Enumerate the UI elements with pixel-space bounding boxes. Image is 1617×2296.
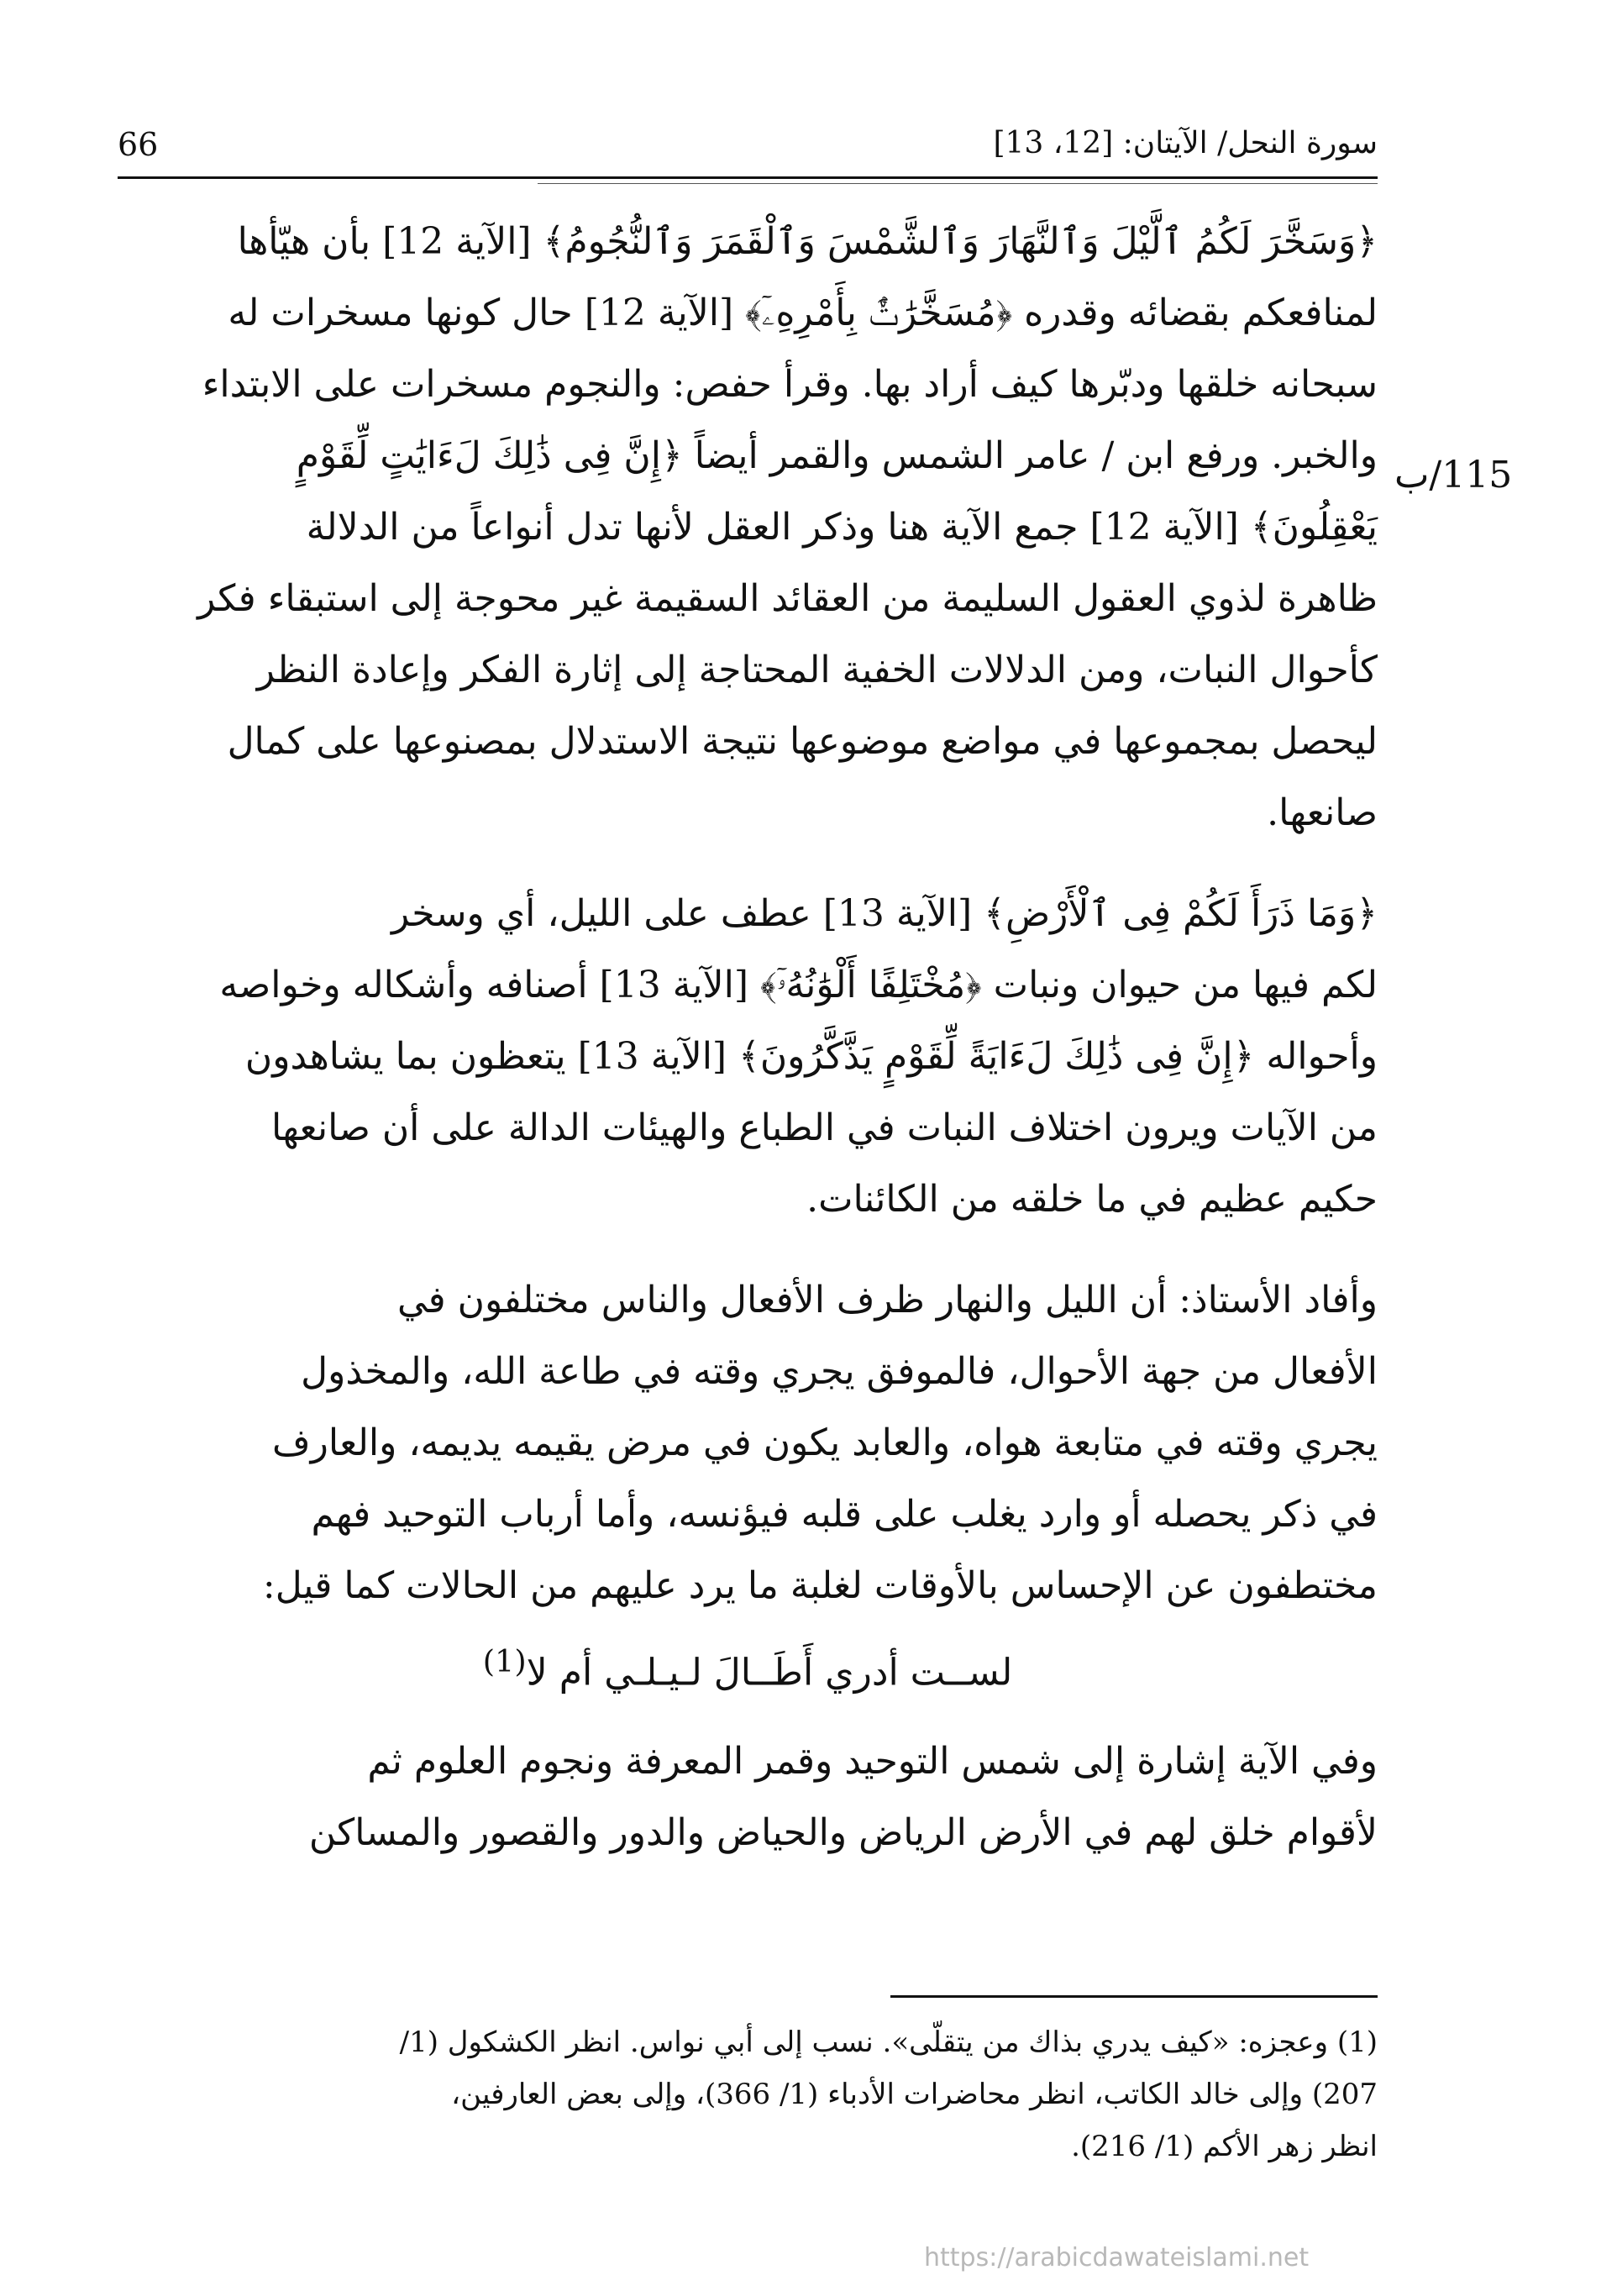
footnote-ref: (1): [482, 1643, 527, 1679]
text-line: الأفعال من جهة الأحوال، فالموفق يجري وقته في طاعة الله، والمخذول: [301, 1350, 1378, 1393]
text-line: ﴿وَسَخَّرَ لَكُمُ ٱلَّيْلَ وَٱلنَّهَارَ وَٱلشَّمْسَ وَٱلْقَمَرَ وَٱلنُّجُومُ﴾ [الآية 12] بأن هيّأها: [237, 220, 1378, 263]
text-line: والخبر. ورفع ابن / عامر الشمس والقمر أيضاً ﴿إِنَّ فِى ذَٰلِكَ لَءَايَٰتٍ لِّقَوْمٍ: [296, 434, 1378, 477]
footnote-line: وعجزه: «كيف يدري بذاك من يتقلّى». نسب إلى أبي نواس. انظر الكشكول (1/: [399, 2025, 1329, 2059]
paragraph-4: [118, 1726, 1378, 1868]
header-rule-thin: [538, 183, 1378, 184]
text-line: ظاهرة لذوي العقول السليمة من العقائد السقيمة غير محوجة إلى استبقاء فكر: [197, 577, 1378, 620]
text-line: يجري وقته في متابعة هواه، والعابد يكون في مرض يقيمه يديمه، والعارف: [272, 1421, 1378, 1464]
footnote-marker: (1): [1336, 2025, 1378, 2059]
text-line: من الآيات ويرون اختلاف النبات في الطباع والهيئات الدالة على أن صانعها: [270, 1106, 1378, 1149]
footnote-1: [118, 2016, 1378, 2173]
text-line: وأفاد الأستاذ: أن الليل والنهار ظرف الأفعال والناس مختلفون في: [396, 1279, 1378, 1321]
text-line: حكيم عظيم في ما خلقه من الكائنات.: [806, 1178, 1378, 1221]
verse-text: لســت أدري أَطَــالَ لـيـلـي أم لا: [526, 1651, 1013, 1694]
text-line: وفي الآية إشارة إلى شمس التوحيد وقمر المعرفة ونجوم العلوم ثم: [367, 1739, 1378, 1783]
text-line: ﴿وَمَا ذَرَأَ لَكُمْ فِى ٱلْأَرْضِ﴾ [الآية 13] عطف على الليل، أي وسخر: [391, 892, 1378, 935]
footnote-line: انظر زهر الأكم (1/ 216).: [1071, 2130, 1378, 2163]
text-line: مختطفون عن الإحساس بالأوقات لغلبة ما يرد عليهم من الحالات كما قيل:: [262, 1564, 1378, 1607]
text-line: لأقوام خلق لهم في الأرض الرياض والحياض والدور والقصور والمساكن: [308, 1810, 1378, 1854]
text-line: لمنافعكم بقضائه وقدره ﴿مُسَخَّرَٰتٌۢ بِأَمْرِهِۦٓ﴾ [الآية 12] حال كونها مسخرات له: [228, 292, 1378, 334]
text-line: لكم فيها من حيوان ونبات ﴿مُخْتَلِفًا أَلْوَٰنُهُۥٓ﴾ [الآية 13] أصنافه وأشكاله وخواصه: [219, 964, 1378, 1006]
footnotes: [118, 2016, 1378, 2173]
text-line: صانعها.: [1267, 791, 1378, 834]
footnote-rule: [890, 1995, 1378, 1998]
manuscript-folio-note: 115/ب: [1394, 454, 1513, 497]
poetry-verse: [118, 1626, 1378, 1709]
text-line: في ذكر يحصله أو وارد يغلب على قلبه فيؤنسه، وأما أرباب التوحيد فهم: [311, 1493, 1378, 1536]
text-line: ليحصل بمجموعها في مواضع موضوعها نتيجة الاستدلال بمصنوعها على كمال: [227, 720, 1378, 763]
header-rule: [118, 176, 1378, 179]
main-text: [118, 206, 1378, 1868]
paragraph-1: [118, 206, 1378, 849]
text-line: كأحوال النبات، ومن الدلالات الخفية المحتاجة إلى إثارة الفكر وإعادة النظر: [256, 649, 1378, 691]
text-line: سبحانه خلقها ودبّرها كيف أراد بها. وقرأ حفص: والنجوم مسخرات على الابتداء: [202, 363, 1378, 406]
watermark-url: https://arabicdawateislami.net: [924, 2243, 1310, 2272]
paragraph-2: [118, 878, 1378, 1235]
text-line: وأحواله ﴿إِنَّ فِى ذَٰلِكَ لَءَايَةً لِّقَوْمٍ يَذَّكَّرُونَ﴾ [الآية 13] يتعظون بما يشاهدون: [244, 1035, 1378, 1078]
page-number: 66: [118, 126, 159, 163]
paragraph-3: [118, 1264, 1378, 1621]
header-title: سورة النحل/ الآيتان: [12، 13]: [993, 126, 1378, 160]
footnote-line: 207) وإلى خالد الكاتب، انظر محاضرات الأدباء (1/ 366)، وإلى بعض العارفين،: [451, 2078, 1378, 2111]
text-line: يَعْقِلُونَ﴾ [الآية 12] جمع الآية هنا وذكر العقل لأنها تدل أنواعاً من الدلالة: [306, 506, 1378, 549]
page-header: [118, 118, 1378, 168]
